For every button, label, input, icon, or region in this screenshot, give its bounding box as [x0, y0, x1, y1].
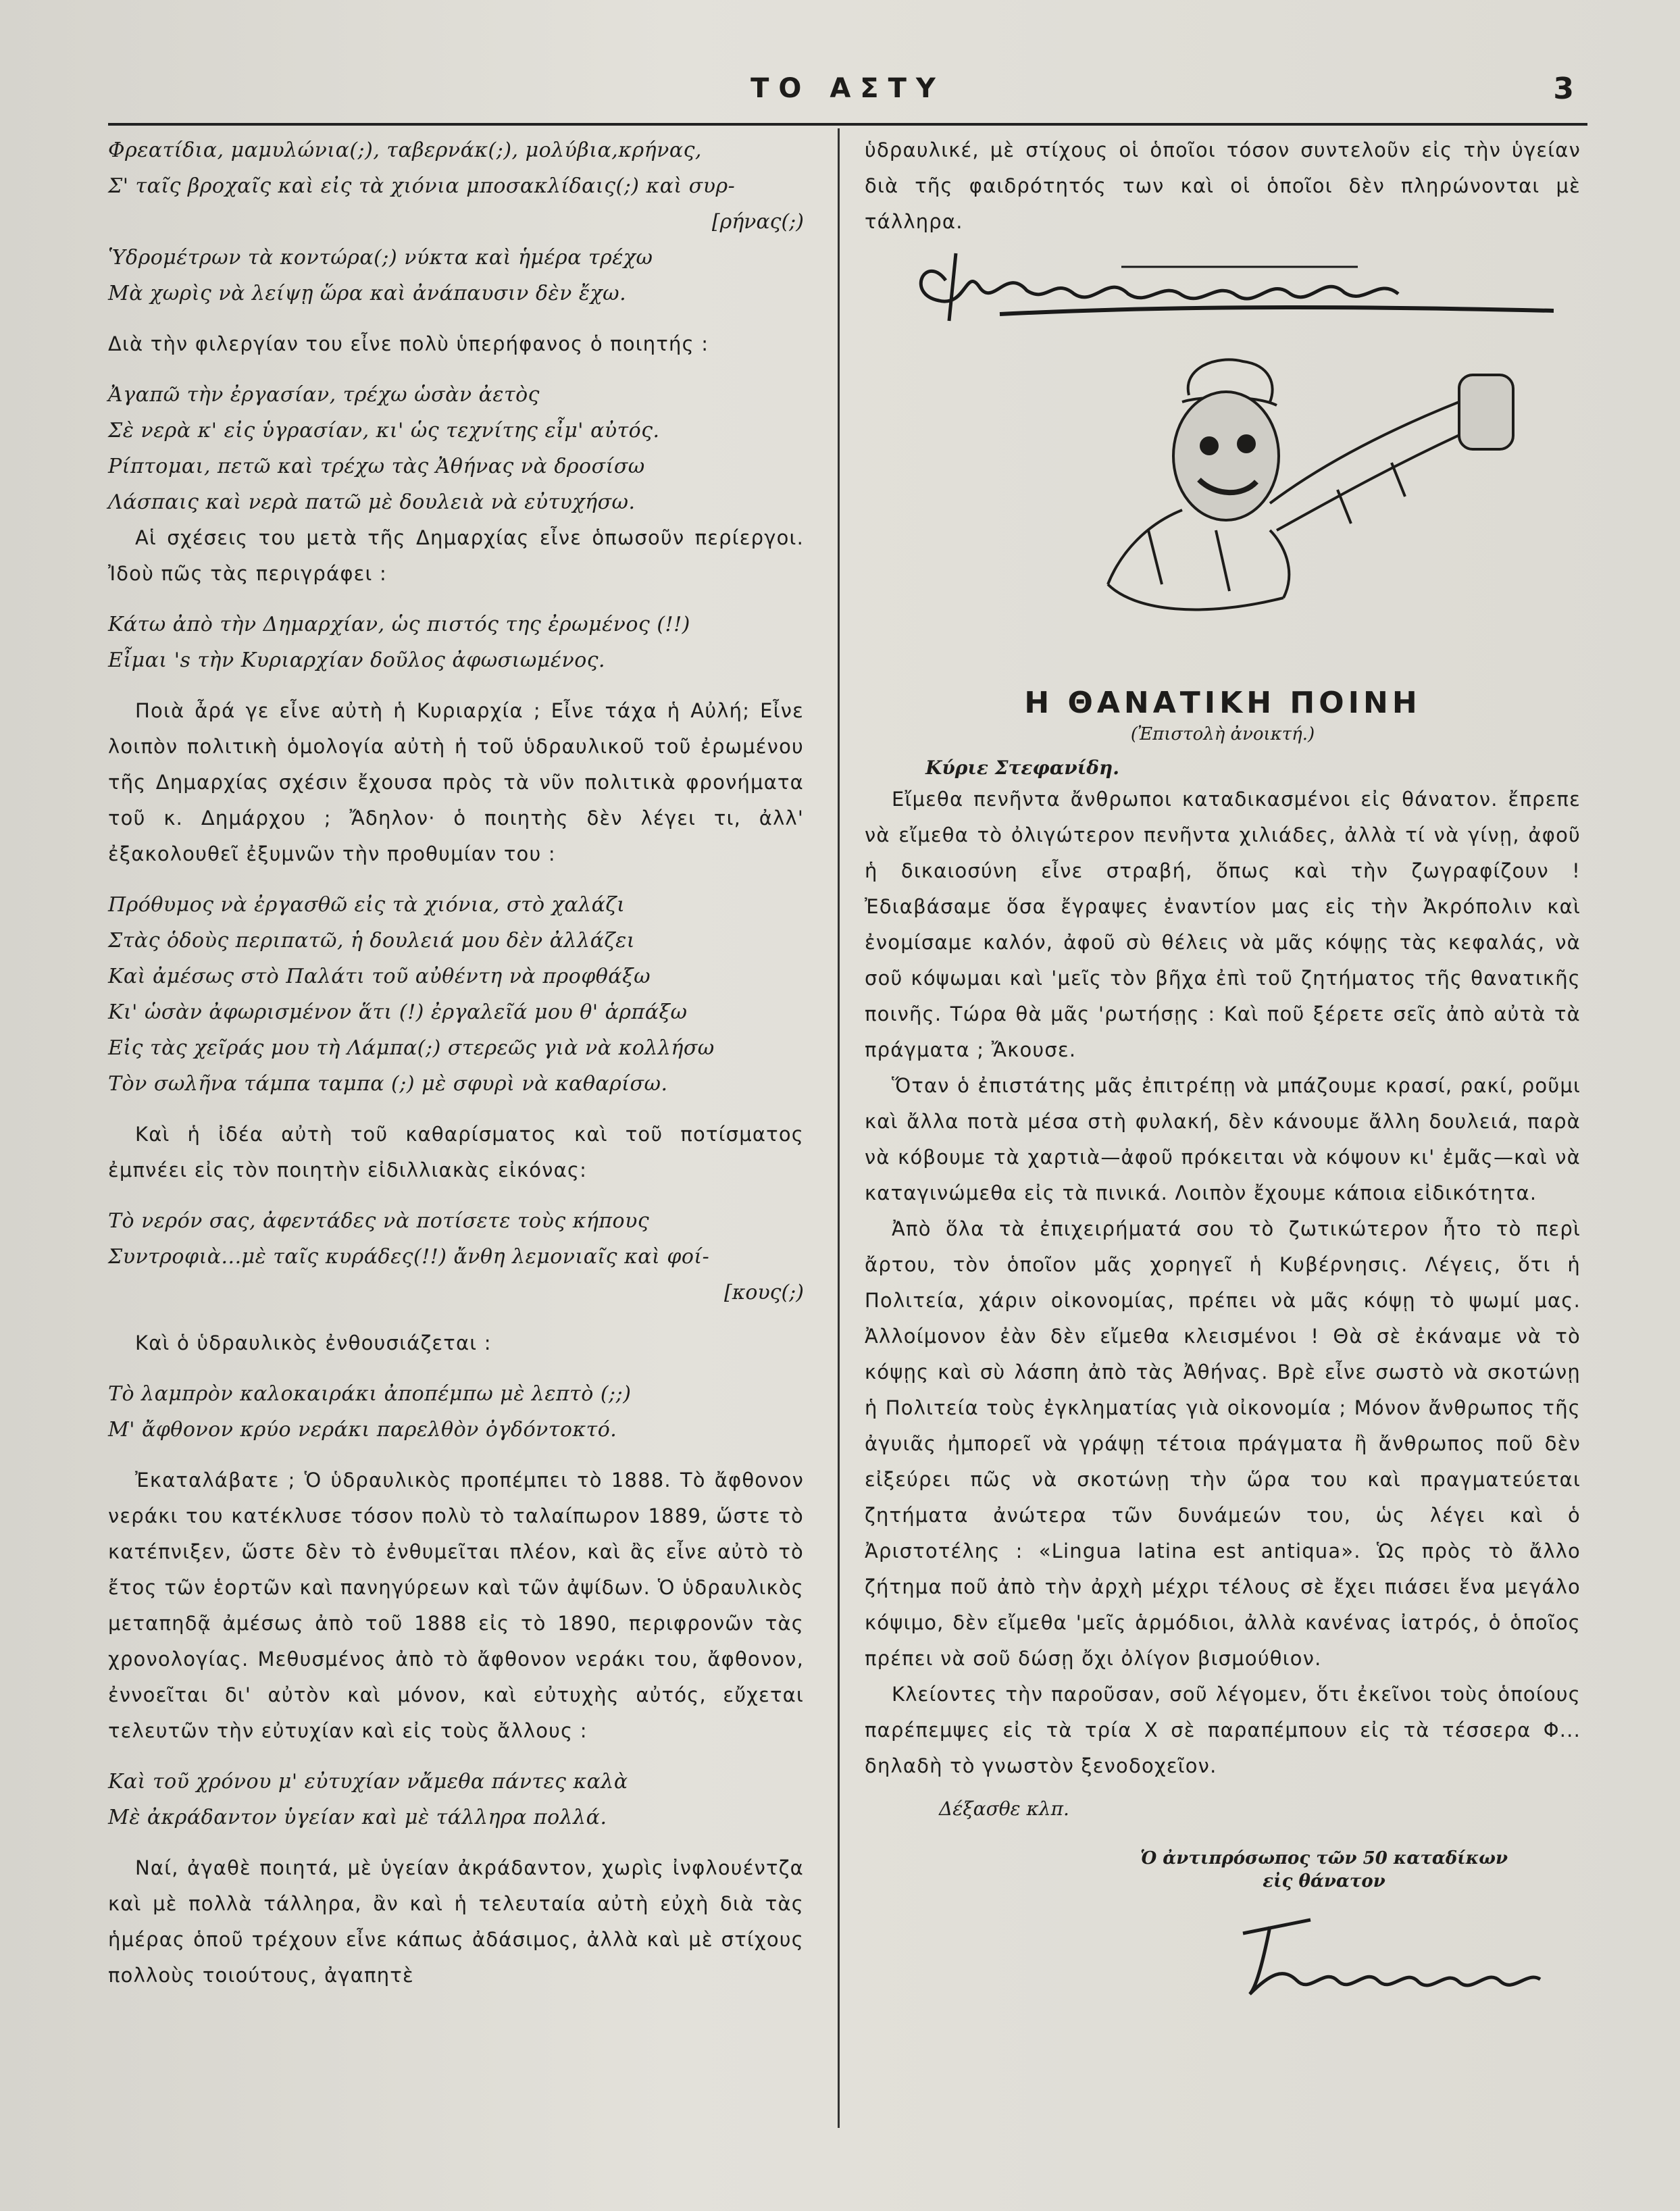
signatory-line-2: εἰς θάνατον	[1263, 1871, 1385, 1891]
paragraph: Αἱ σχέσεις του μετὰ τῆς Δημαρχίας εἶνε ὁπωσοῦν περίεργοι. Ἰδοὺ πῶς τὰς περιγράφει :	[108, 526, 804, 585]
verse-line: Ὑδρομέτρων τὰ κοντώρα(;) νύκτα καὶ ἡμέρα τρέχω	[108, 246, 653, 270]
article-subtitle: (Ἐπιστολὴ ἀνοικτή.)	[1130, 724, 1315, 744]
verse-line: Μ' ἄφθονον κρύο νεράκι παρελθὸν ὀγδόντοκτό.	[108, 1418, 617, 1442]
signatory-line-1: Ὁ ἀντιπρόσωπος τῶν 50 καταδίκων	[1140, 1848, 1508, 1869]
verse-line: [κους(;)	[724, 1281, 804, 1304]
verse-line: Μὰ χωρὶς νὰ λείψῃ ὥρα καὶ ἀνάπαυσιν δὲν ἔχω.	[108, 282, 627, 305]
verse-line: Καὶ ἀμέσως στὸ Παλάτι τοῦ αὐθέντη νὰ προφθάξω	[108, 965, 651, 988]
verse-line: Εἶμαι 's τὴν Κυριαρχίαν δοῦλος ἀφωσιωμένος.	[108, 649, 606, 672]
verse-line: Κάτω ἀπὸ τὴν Δημαρχίαν, ὡς πιστός της ἐρωμένος (!!)	[108, 613, 690, 636]
paragraph: Ἐκαταλάβατε ; Ὁ ὑδραυλικὸς προπέμπει τὸ 1888. Τὸ ἄφθονον νεράκι του κατέκλυσε τόσον πολὺ τὸ ταλαίπωρον 1889, ὥστε τὸ κατέπνιξεν, ὥστε δὲν τὸ ἐνθυμεῖται πλέον, καὶ ἂς εἶνε αὐτὸ τὸ ἔτος τῶν ἑορτῶν καὶ πανηγύρεων καὶ τῶν ἀψίδων. Ὁ ὑδραυλικὸς μεταπηδᾷ ἀμέσως ἀπὸ τοῦ 1888 εἰς τὸ 1890, περιφρονῶν τὰς χρονολογίας. Μεθυσμένος ἀπὸ τὸ ἄφθονον νεράκι του, ἄφθονον, ἐννοεῖται δι' αὐτὸν καὶ μόνον, καὶ εὐτυχὴς αὐτός, εὔχεται τελευτῶν τὴν εὐτυχίαν καὶ εἰς τοὺς ἄλλους :	[108, 1469, 804, 1742]
paragraph: Καὶ ἡ ἰδέα αὐτὴ τοῦ καθαρίσματος καὶ τοῦ ποτίσματος ἐμπνέει εἰς τὸν ποιητὴν εἰδιλλιακὰς εἰκόνας:	[108, 1123, 804, 1181]
paragraph: Διὰ τὴν φιλεργίαν του εἶνε πολὺ ὑπερήφανος ὁ ποιητής :	[108, 332, 709, 355]
verse-line: Ρίπτομαι, πετῶ καὶ τρέχω τὰς Ἀθήνας νὰ δροσίσω	[108, 455, 645, 478]
handwritten-signature	[865, 1893, 1581, 2014]
verse-line: Τὸ νερόν σας, ἀφεντάδες νὰ ποτίσετε τοὺς κήπους	[108, 1209, 650, 1233]
verse-line: Τὸν σωλῆνα τάμπα ταμπα (;) μὲ σφυρὶ νὰ καθαρίσω.	[108, 1072, 668, 1096]
header-rule	[108, 123, 1587, 126]
paragraph: Ποιὰ ἆρά γε εἶνε αὐτὴ ἡ Κυριαρχία ; Εἶνε τάχα ἡ Αὐλή; Εἶνε λοιπὸν πολιτικὴ ὁμολογία αὐτὴ ἡ τοῦ ὑδραυλικοῦ τοῦ ἐρωμένου τῆς Δημαρχίας σχέσιν ἔχουσα πρὸς τὰ νῦν πολιτικὰ φρονήματα τοῦ κ. Δημάρχου ; Ἄδηλον· ὁ ποιητὴς δὲν λέγει τι, ἀλλ' ἐξακολουθεῖ ἐξυμνῶν τὴν προθυμίαν του :	[108, 699, 804, 865]
verse-line: Καὶ τοῦ χρόνου μ' εὐτυχίαν νἄμεθα πάντες καλὰ	[108, 1770, 628, 1794]
newspaper-title: ΤΟ ΑΣΤΥ	[750, 73, 945, 104]
verse-line: Συντροφιὰ...μὲ ταῖς κυράδες(!!) ἄνθη λεμονιαῖς καὶ φοί-	[108, 1245, 710, 1269]
caricature-drawing	[865, 328, 1581, 679]
verse-line: Φρεατίδια, μαμυλώνια(;), ταβερνάκ(;), μολύβια,κρήνας,	[108, 138, 702, 162]
column-divider	[838, 128, 840, 2128]
verse-line: Πρόθυμος νὰ ἐργασθῶ εἰς τὰ χιόνια, στὸ χαλάζι	[108, 893, 626, 917]
paragraph: Ὅταν ὁ ἐπιστάτης μᾶς ἐπιτρέπῃ νὰ μπάζουμε κρασί, ρακί, ροῦμι καὶ ἄλλα ποτὰ μέσα στὴ φυλακή, δὲν κάνουμε ἄλλη δουλειά, παρὰ νὰ κόβουμε τὰ χαρτιὰ—ἀφοῦ πρόκειται νὰ κόψουν κι' ἐμᾶς—καὶ νὰ καταγινώμεθα εἰς τὰ πινικά. Λοιπὸν ἔχουμε κάποια εἰδικότητα.	[865, 1074, 1581, 1204]
verse-line: Τὸ λαμπρὸν καλοκαιράκι ἀποπέμπω μὲ λεπτὸ (;;)	[108, 1382, 632, 1406]
verse-line: Σ' ταῖς βροχαῖς καὶ εἰς τὰ χιόνια μποσακλίδαις(;) καὶ συρ-	[108, 174, 736, 198]
paragraph: Ἀπὸ ὅλα τὰ ἐπιχειρήματά σου τὸ ζωτικώτερον ἦτο τὸ περὶ ἄρτου, τὸν ὁποῖον μᾶς χορηγεῖ ἡ Κυβέρνησις. Λέγεις, ὅτι ἡ Πολιτεία, χάριν οἰκονομίας, πρέπει νὰ μᾶς κόψῃ τὸ ψωμί μας. Ἀλλοίμονον ἐὰν δὲν εἴμεθα κλεισμένοι ! Θὰ σὲ ἐκάναμε νὰ τὸ κόψῃς καὶ σὺ λάσπη ἀπὸ τὰς Ἀθήνας. Βρὲ εἶνε σωστὸ νὰ σκοτώνῃ ἡ Πολιτεία τοὺς ἐγκληματίας γιὰ οἰκονομία ; Μόνον ἄνθρωπος τῆς ἀγυιᾶς ἠμπορεῖ νὰ γράψῃ τέτοια πράγματα ἢ ἄνθρωπος ποῦ δὲν εἰξεύρει πῶς νὰ σκοτώνῃ τὴν ὥρα του καὶ πραγματεύεται ζητήματα ἀνώτερα τῶν δυνάμεών του, ὡς λέγει καὶ ὁ Ἀριστοτέλης : «Lingua latina est antiqua». Ὡς πρὸς τὸ ἄλλο ζήτημα ποῦ ἀπὸ τὴν ἀρχὴ μέχρι τέλους σὲ ἔχει πιάσει ἕνα μεγάλο κόψιμο, δὲν εἴμεθα 'μεῖς ἁρμόδιοι, ἀλλὰ κανένας ἰατρός, ὁ ὁποῖος πρέπει νὰ σοῦ δώσῃ ὄχι ὀλίγον βισμούθιον.	[865, 1217, 1581, 1670]
closing-line: Δέξασθε κλπ.	[939, 1798, 1069, 1820]
left-column	[108, 132, 804, 1993]
paragraph: Καὶ ὁ ὑδραυλικὸς ἐνθουσιάζεται :	[135, 1331, 492, 1354]
verse-line: Ἀγαπῶ τὴν ἐργασίαν, τρέχω ὡσὰν ἀετὸς	[108, 383, 540, 407]
verse-line: Στὰς ὁδοὺς περιπατῶ, ἡ δουλειά μου δὲν ἀλλάζει	[108, 929, 635, 952]
verse-line: [ρήνας(;)	[711, 210, 804, 234]
verse-line: Σὲ νερὰ κ' εἰς ὑγρασίαν, κι' ὡς τεχνίτης εἶμ' αὐτός.	[108, 419, 660, 442]
verse-line: Λάσπαις καὶ νερὰ πατῶ μὲ δουλειὰ νὰ εὐτυχήσω.	[108, 490, 636, 514]
article-title: Η ΘΑΝΑΤΙΚΗ ΠΟΙΝΗ	[1024, 686, 1421, 720]
page-number: 3	[1553, 72, 1574, 106]
verse-line: Μὲ ἀκράδαντον ὑγείαν καὶ μὲ τάλληρα πολλά.	[108, 1806, 607, 1829]
salutation: Κύριε Στεφανίδη.	[925, 757, 1119, 779]
verse-line: Κι' ὡσὰν ἀφωρισμένον ἅτι (!) ἐργαλεῖά μου θ' ἁρπάξω	[108, 1000, 688, 1024]
paragraph: Κλείοντες τὴν παροῦσαν, σοῦ λέγομεν, ὅτι ἐκεῖνοι τοὺς ὁποίους παρέπεμψες εἰς τὰ τρία Χ σὲ παραπέμπουν εἰς τὰ τέσσερα Φ... δηλαδὴ τὸ γνωστὸν ξενοδοχεῖον.	[865, 1683, 1581, 1777]
page-header	[108, 68, 1587, 122]
verse-line: Εἰς τὰς χεῖράς μου τὴ Λάμπα(;) στερεῶς γιὰ νὰ κολλήσω	[108, 1036, 715, 1060]
signature-block	[865, 240, 1581, 328]
closing-signature	[865, 1893, 1581, 2014]
signatory-title	[1067, 1847, 1581, 1893]
paragraph: Ναί, ἀγαθὲ ποιητά, μὲ ὑγείαν ἀκράδαντον, χωρὶς ἰνφλουέντζα καὶ μὲ πολλὰ τάλληρα, ἂν καὶ ἡ τελευταία αὐτὴ εὐχὴ διὰ τὰς ἡμέρας ὁποῦ τρέχουν εἶνε κάπως ἀδάσιμος, ἀλλὰ καὶ μὲ στίχους πολλοὺς τοιούτους, ἀγαπητὲ	[108, 1856, 804, 1987]
paragraph: ὑδραυλικέ, μὲ στίχους οἱ ὁποῖοι τόσον συντελοῦν εἰς τὴν ὑγείαν διὰ τῆς φαιδρότητός των καὶ οἱ ὁποῖοι δὲν πληρώνονται μὲ τάλληρα.	[865, 138, 1581, 233]
right-column	[865, 132, 1581, 2014]
paragraph: Εἴμεθα πενῆντα ἄνθρωποι καταδικασμένοι εἰς θάνατον. ἔπρεπε νὰ εἴμεθα τὸ ὀλιγώτερον πενῆντα χιλιάδες, ἀλλὰ τί νὰ γίνῃ, ἀφοῦ ἡ δικαιοσύνη εἶνε στραβή, ὅπως καὶ τὴν ζωγραφίζουν ! Ἐδιαβάσαμε ὅσα ἔγραψες ἐναντίον μας εἰς τὴν Ἀκρόπολιν καὶ ἐνομίσαμε καλόν, ἀφοῦ σὺ θέλεις νὰ μᾶς κόψῃς τὰς κεφαλάς, νὰ σοῦ κόψωμαι καὶ 'μεῖς τὸν βῆχα ἐπὶ τοῦ ζητήματος τῆς θανατικῆς ποινῆς. Τώρα θὰ μᾶς 'ρωτήσῃς : Καὶ ποῦ ξέρετε σεῖς ἀπὸ αὐτὰ τὰ πράγματα ; Ἄκουσε.	[865, 788, 1581, 1061]
handwritten-signature	[865, 240, 1581, 328]
